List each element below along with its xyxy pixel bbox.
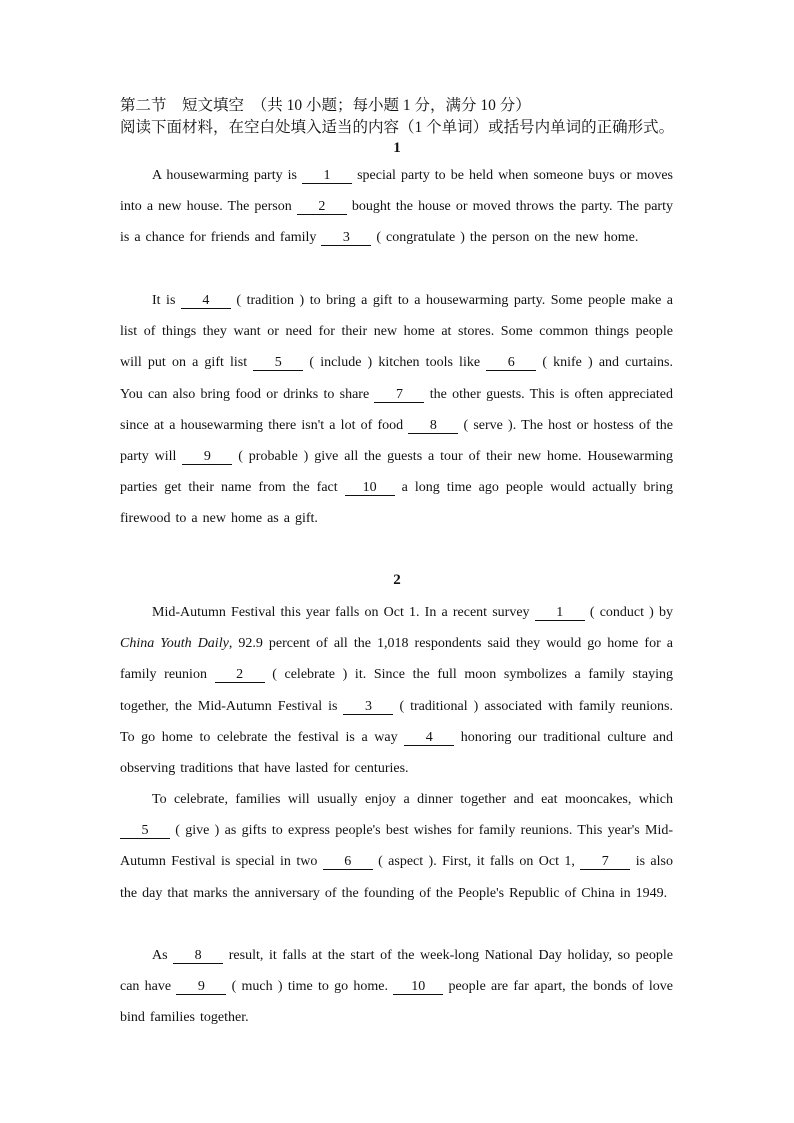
blank-5[interactable]: 5 xyxy=(120,823,170,839)
passage-2-paragraph-2 xyxy=(120,784,673,909)
blank-4[interactable]: 4 xyxy=(404,730,454,746)
blank-10[interactable]: 10 xyxy=(393,979,443,995)
passage-1-number: 1 xyxy=(393,140,401,156)
text: people are far apart, the bonds of love bind families together. xyxy=(120,979,673,1026)
text: As xyxy=(152,948,174,963)
text: special party to be held when someone buys or moves into a new house. The person xyxy=(120,168,674,215)
section-instruction: 阅读下面材料，在空白处填入适当的内容（1 个单词）或括号内单词的正确形式。 xyxy=(120,119,675,136)
blank-8[interactable]: 8 xyxy=(408,418,458,434)
blank-5[interactable]: 5 xyxy=(253,355,303,371)
text: ( congratulate ) the person on the new home. xyxy=(371,230,639,246)
blank-10[interactable]: 10 xyxy=(345,480,395,496)
text: is also the day that marks the anniversary of the founding of the People's Republic of China in 1949. xyxy=(120,854,673,901)
blank-2[interactable]: 2 xyxy=(297,199,347,215)
text: , 92.9 percent of all the 1,018 respondents said they would go home for a family reunion xyxy=(120,636,673,683)
text: honoring our traditional culture and observing traditions that have lasted for centuries. xyxy=(120,729,674,777)
text: ( celebrate ) it. Since the full moon symbolizes a family staying together, the Mid-Autumn Festival is xyxy=(120,667,673,714)
text: ( knife ) and curtains. You can also bring food or drinks to share xyxy=(120,355,673,402)
text: ( traditional ) associated with family reunions. To go home to celebrate the festival is a way xyxy=(120,698,673,745)
text: Mid-Autumn Festival this year falls on Oct 1. In a recent survey xyxy=(152,605,535,620)
text: result, it falls at the start of the week-long National Day holiday, so people can have xyxy=(120,948,673,995)
text: ( probable ) give all the guests a tour of their new home. Housewarming parties get their name from the fact xyxy=(120,449,673,496)
passage-2-number: 2 xyxy=(393,572,401,588)
text: ( give ) as gifts to express people's best wishes for family reunions. This year's Mid-Autumn Festival is special in two xyxy=(120,823,673,870)
text: ( much ) time to go home. xyxy=(226,979,394,995)
text: a long time ago people would actually bring firewood to a new home as a gift. xyxy=(120,480,673,527)
blank-6[interactable]: 6 xyxy=(323,854,373,870)
text: the other guests. This is often appreciated since at a housewarming there isn't a lot of food xyxy=(120,386,673,433)
text: To celebrate, families will usually enjoy a dinner together and eat mooncakes, which xyxy=(152,792,673,807)
text: ( conduct ) by xyxy=(584,605,673,620)
text: ( tradition ) to bring a gift to a housewarming party. Some people make a list of things they want or need for their new home at stores. Some common things people will put on a gift list xyxy=(120,293,673,371)
section-title: 第二节 短文填空 （共 10 小题；每小题 1 分，满分 10 分） xyxy=(120,97,531,114)
blank-3[interactable]: 3 xyxy=(343,699,393,715)
blank-2[interactable]: 2 xyxy=(215,667,265,683)
text: It is xyxy=(152,293,181,308)
blank-4[interactable]: 4 xyxy=(181,293,231,309)
blank-6[interactable]: 6 xyxy=(486,355,536,371)
blank-9[interactable]: 9 xyxy=(182,449,232,465)
blank-7[interactable]: 7 xyxy=(580,854,630,870)
passage-2-paragraph-3 xyxy=(120,940,673,1034)
passage-2-paragraph-1 xyxy=(120,597,673,784)
blank-7[interactable]: 7 xyxy=(374,387,424,403)
text: ( serve ). The host or hostess of the party will xyxy=(120,417,674,465)
blank-1[interactable]: 1 xyxy=(535,605,585,621)
text: ( include ) kitchen tools like xyxy=(303,355,487,371)
text: bought the house or moved throws the party. The party is a chance for friends and family xyxy=(120,199,673,246)
text: A housewarming party is xyxy=(152,168,303,183)
text: ( aspect ). First, it falls on Oct 1, xyxy=(372,854,581,870)
passage-1-paragraph-1 xyxy=(120,160,673,254)
blank-1[interactable]: 1 xyxy=(302,168,352,184)
passage-1-paragraph-2 xyxy=(120,285,673,535)
blank-3[interactable]: 3 xyxy=(321,230,371,246)
blank-8[interactable]: 8 xyxy=(173,948,223,964)
blank-9[interactable]: 9 xyxy=(176,979,226,995)
newspaper-name: China Youth Daily xyxy=(120,636,229,652)
